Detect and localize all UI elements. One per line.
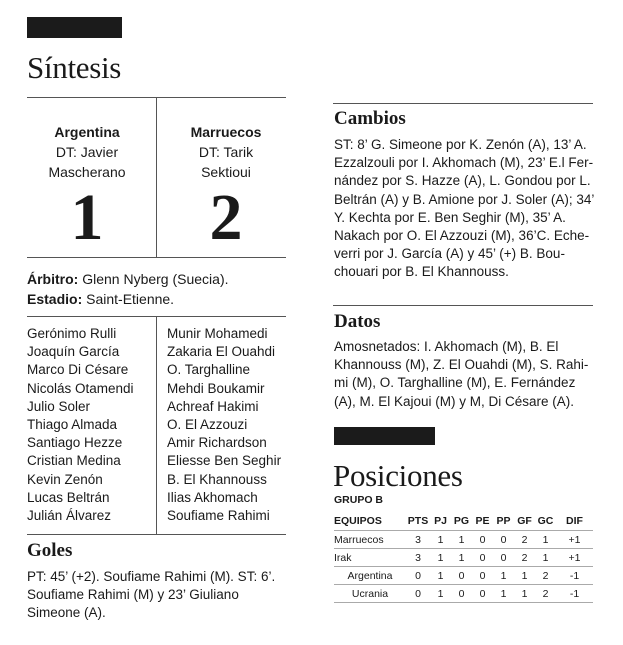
- team-cell: Marruecos: [334, 531, 406, 549]
- goals-line: Simeone (A).: [27, 605, 106, 621]
- cell: -1: [556, 567, 593, 585]
- changes-line: chouari por B. El Khannouss.: [334, 264, 509, 280]
- home-lineup: [27, 325, 134, 525]
- cell: 2: [514, 549, 535, 567]
- away-player: O. El Azzouzi: [167, 417, 248, 433]
- cell: -1: [556, 585, 593, 603]
- table-row: [334, 531, 593, 549]
- divider-goals: [27, 534, 286, 535]
- home-team: [22, 122, 152, 182]
- cell: 0: [451, 585, 472, 603]
- col-header: GF: [517, 514, 532, 527]
- away-player: Amir Richardson: [167, 435, 267, 451]
- changes-line: nández por S. Hazze (A), L. Gondou por L.: [334, 173, 591, 189]
- changes-line: Beltrán (A) y B. Amione por J. Soler (A); 34’: [334, 191, 595, 207]
- goals-text: [27, 568, 275, 623]
- away-player: B. El Khannouss: [167, 471, 267, 487]
- cell: 0: [472, 567, 493, 585]
- away-player: Eliesse Ben Seghir: [167, 453, 282, 469]
- changes-line: Y. Kechta por E. Ben Seghir (M), 35’ A.: [334, 209, 566, 225]
- goals-line: PT: 45’ (+2). Soufiame Rahimi (M). ST: 6’.: [27, 569, 276, 584]
- data-title: Datos: [334, 311, 381, 332]
- home-player: Nicolás Otamendi: [27, 380, 134, 396]
- referee-line: [27, 269, 229, 289]
- away-team-name: Marruecos: [190, 124, 262, 140]
- cell: 3: [406, 531, 430, 549]
- cell: 1: [514, 585, 535, 603]
- home-coach-line2: Mascherano: [48, 164, 126, 180]
- cell: 0: [493, 531, 514, 549]
- away-lineup: [167, 325, 281, 525]
- data-line: Amosnetados: I. Akhomach (M), B. El: [334, 339, 559, 354]
- away-score: 2: [209, 181, 243, 254]
- home-player: Lucas Beltrán: [27, 489, 110, 505]
- away-coach-line1: DT: Tarik: [198, 144, 254, 160]
- cell: 0: [406, 585, 430, 603]
- home-player: Julio Soler: [27, 398, 91, 414]
- divider-score: [27, 257, 286, 258]
- cell: 0: [406, 567, 430, 585]
- changes-title: Cambios: [334, 108, 406, 129]
- data-line: (A), M. El Kajoui (M) y M, Di Césare (A).: [334, 393, 575, 409]
- cell: 0: [472, 585, 493, 603]
- divider-teams: [156, 97, 157, 257]
- cell: 1: [430, 549, 451, 567]
- stadium-label: Estadio:: [27, 291, 83, 307]
- away-player: Ilias Akhomach: [167, 489, 258, 505]
- away-player: Zakaria El Ouahdi: [167, 344, 276, 360]
- cell: 1: [430, 567, 451, 585]
- positions-bar: [334, 427, 435, 445]
- data-text: [334, 338, 588, 411]
- away-player: O. Targhalline: [167, 362, 251, 378]
- goals-line: Soufiame Rahimi (M) y 23’ Giuliano: [27, 587, 239, 603]
- changes-text: [334, 136, 594, 282]
- home-team-name: Argentina: [54, 124, 120, 140]
- cell: 0: [451, 567, 472, 585]
- away-team: [161, 122, 291, 182]
- home-player: Cristian Medina: [27, 453, 121, 469]
- cell: 3: [406, 549, 430, 567]
- divider-data: [333, 305, 593, 306]
- cell: 1: [430, 531, 451, 549]
- divider-lineups: [156, 316, 157, 534]
- cell: 1: [493, 567, 514, 585]
- changes-line: verri por J. García (A) y 45’ (+) B. Bou-: [334, 246, 565, 262]
- col-header: EQUIPOS: [334, 514, 382, 527]
- referee-label: Árbitro:: [27, 271, 79, 287]
- away-player: Mehdi Boukamir: [167, 380, 265, 396]
- standings-header-row: [334, 511, 593, 531]
- col-header: DIF: [566, 514, 583, 527]
- table-row: [334, 585, 593, 603]
- col-header: PTS: [407, 514, 429, 527]
- col-header: PE: [475, 514, 490, 527]
- cell: 0: [472, 531, 493, 549]
- stadium-line: [27, 289, 174, 309]
- standings-table: [334, 511, 593, 603]
- cell: +1: [556, 531, 593, 549]
- team-cell: Argentina: [334, 567, 406, 585]
- data-line: mi (M), O. Targhalline (M), E. Fernández: [334, 375, 576, 391]
- cell: 2: [535, 567, 556, 585]
- synthesis-title: Síntesis: [27, 50, 122, 85]
- changes-line: ST: 8’ G. Simeone por K. Zenón (A), 13’ A.: [334, 137, 587, 152]
- referee-value: Glenn Nyberg (Suecia).: [78, 271, 229, 287]
- cell: 1: [430, 585, 451, 603]
- cell: 1: [451, 531, 472, 549]
- goals-title: Goles: [27, 540, 73, 561]
- home-coach-line1: DT: Javier: [55, 144, 119, 160]
- cell: 1: [514, 567, 535, 585]
- team-cell: Ucrania: [334, 585, 406, 603]
- col-header: PJ: [434, 514, 447, 527]
- home-player: Thiago Almada: [27, 417, 118, 433]
- cell: 1: [535, 531, 556, 549]
- cell: +1: [556, 549, 593, 567]
- cell: 0: [493, 549, 514, 567]
- home-player: Kevin Zenón: [27, 471, 103, 487]
- table-row: [334, 549, 593, 567]
- col-header: PG: [453, 514, 470, 527]
- home-player: Marco Di Césare: [27, 362, 129, 378]
- home-score: 1: [70, 181, 104, 254]
- away-player: Soufiame Rahimi: [167, 508, 270, 524]
- cell: 2: [514, 531, 535, 549]
- cell: 1: [451, 549, 472, 567]
- data-line: Khannouss (M), Z. El Ouahdi (M), S. Rahi-: [334, 357, 589, 373]
- col-header: GC: [537, 514, 554, 527]
- positions-title: Posiciones: [333, 458, 463, 493]
- stadium-value: Saint-Etienne.: [82, 291, 175, 307]
- col-header: PP: [496, 514, 511, 527]
- cell: 1: [535, 549, 556, 567]
- group-label: GRUPO B: [334, 494, 384, 506]
- home-player: Joaquín García: [27, 344, 120, 360]
- home-player: Julián Álvarez: [27, 508, 112, 524]
- team-cell: Irak: [334, 549, 406, 567]
- away-player: Achreaf Hakimi: [167, 398, 259, 414]
- changes-line: Nakach por O. El Azzouzi (M), 36’C. Eche-: [334, 228, 590, 244]
- header-bar: [27, 17, 122, 38]
- away-player: Munir Mohamedi: [167, 326, 268, 341]
- cell: 2: [535, 585, 556, 603]
- changes-line: Ezzalzouli por I. Akhomach (M), 23’ E.l Fer-: [334, 155, 594, 171]
- cell: 1: [493, 585, 514, 603]
- home-player: Santiago Hezze: [27, 435, 123, 451]
- table-row: [334, 567, 593, 585]
- cell: 0: [472, 549, 493, 567]
- divider-changes: [333, 103, 593, 104]
- home-player: Gerónimo Rulli: [27, 326, 117, 341]
- away-coach-line2: Sektioui: [201, 164, 251, 180]
